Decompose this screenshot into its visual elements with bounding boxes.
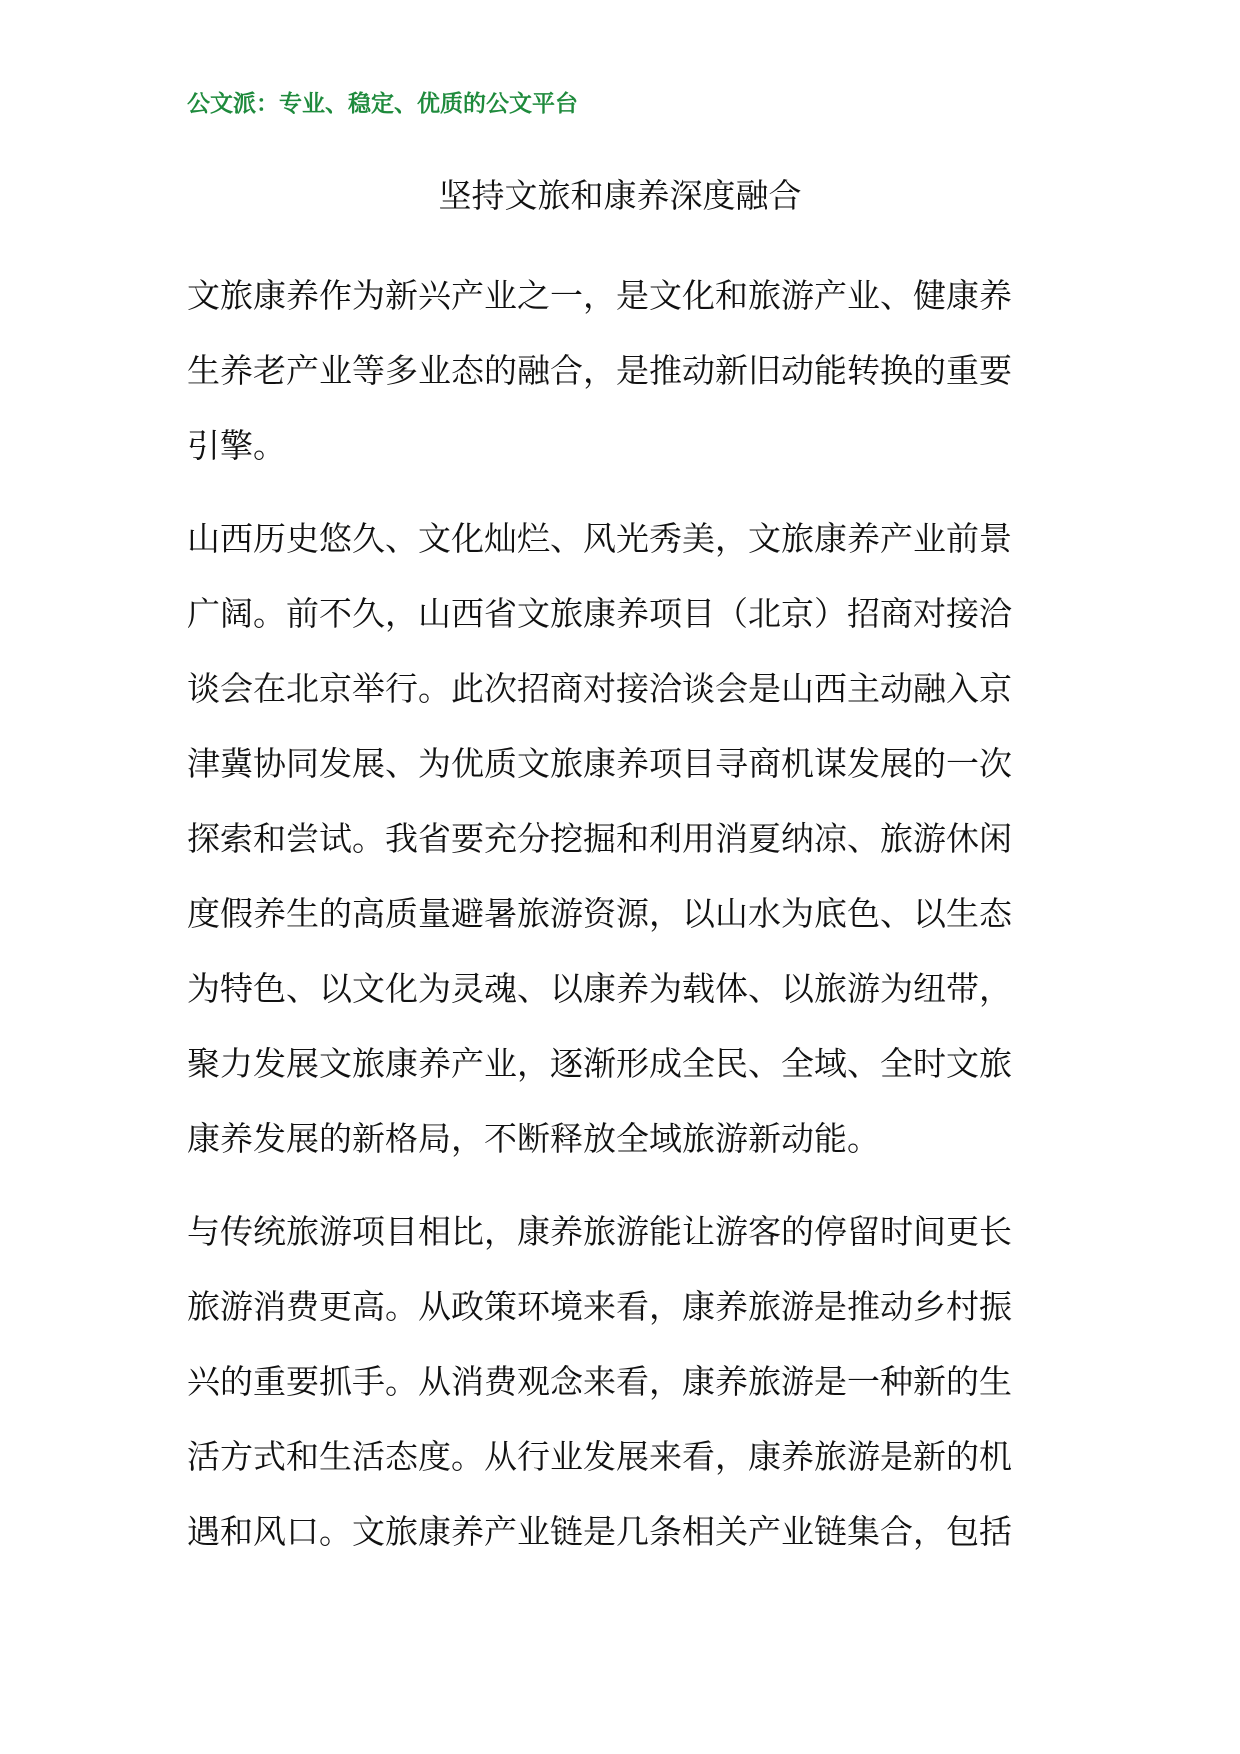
paragraph-line: 文旅康养作为新兴产业之一，是文化和旅游产业、健康养: [187, 276, 1012, 315]
paragraph-line: 康养发展的新格局，不断释放全域旅游新动能。: [187, 1119, 880, 1158]
paragraph-line: 兴的重要抓手。从消费观念来看，康养旅游是一种新的生: [187, 1362, 1012, 1401]
paragraph-1: [187, 258, 1067, 483]
paragraph-2: [187, 501, 1067, 1176]
header-slogan: 公文派：专业、稳定、优质的公文平台: [187, 91, 578, 117]
paragraph-line: 谈会在北京举行。此次招商对接洽谈会是山西主动融入京: [187, 669, 1012, 708]
paragraph-line: 山西历史悠久、文化灿烂、风光秀美，文旅康养产业前景: [187, 519, 1012, 558]
document-title: 坚持文旅和康养深度融合: [438, 176, 802, 215]
paragraph-line: 聚力发展文旅康养产业，逐渐形成全民、全域、全时文旅: [187, 1044, 1012, 1083]
paragraph-line: 探索和尝试。我省要充分挖掘和利用消夏纳凉、旅游休闲: [187, 819, 1012, 858]
paragraph-line: 为特色、以文化为灵魂、以康养为载体、以旅游为纽带，: [187, 969, 1012, 1008]
paragraph-line: 广阔。前不久，山西省文旅康养项目（北京）招商对接洽: [187, 594, 1012, 633]
document-body: [187, 258, 1067, 1587]
paragraph-line: 度假养生的高质量避暑旅游资源，以山水为底色、以生态: [187, 894, 1012, 933]
paragraph-line: 旅游消费更高。从政策环境来看，康养旅游是推动乡村振: [187, 1287, 1012, 1326]
paragraph-line: 津冀协同发展、为优质文旅康养项目寻商机谋发展的一次: [187, 744, 1012, 783]
paragraph-line: 引擎。: [187, 426, 286, 465]
paragraph-line: 生养老产业等多业态的融合，是推动新旧动能转换的重要: [187, 351, 1012, 390]
paragraph-line: 与传统旅游项目相比，康养旅游能让游客的停留时间更长: [187, 1212, 1012, 1251]
paragraph-line: 活方式和生活态度。从行业发展来看，康养旅游是新的机: [187, 1437, 1012, 1476]
paragraph-line: 遇和风口。文旅康养产业链是几条相关产业链集合，包括: [187, 1512, 1012, 1551]
paragraph-3: [187, 1194, 1067, 1569]
